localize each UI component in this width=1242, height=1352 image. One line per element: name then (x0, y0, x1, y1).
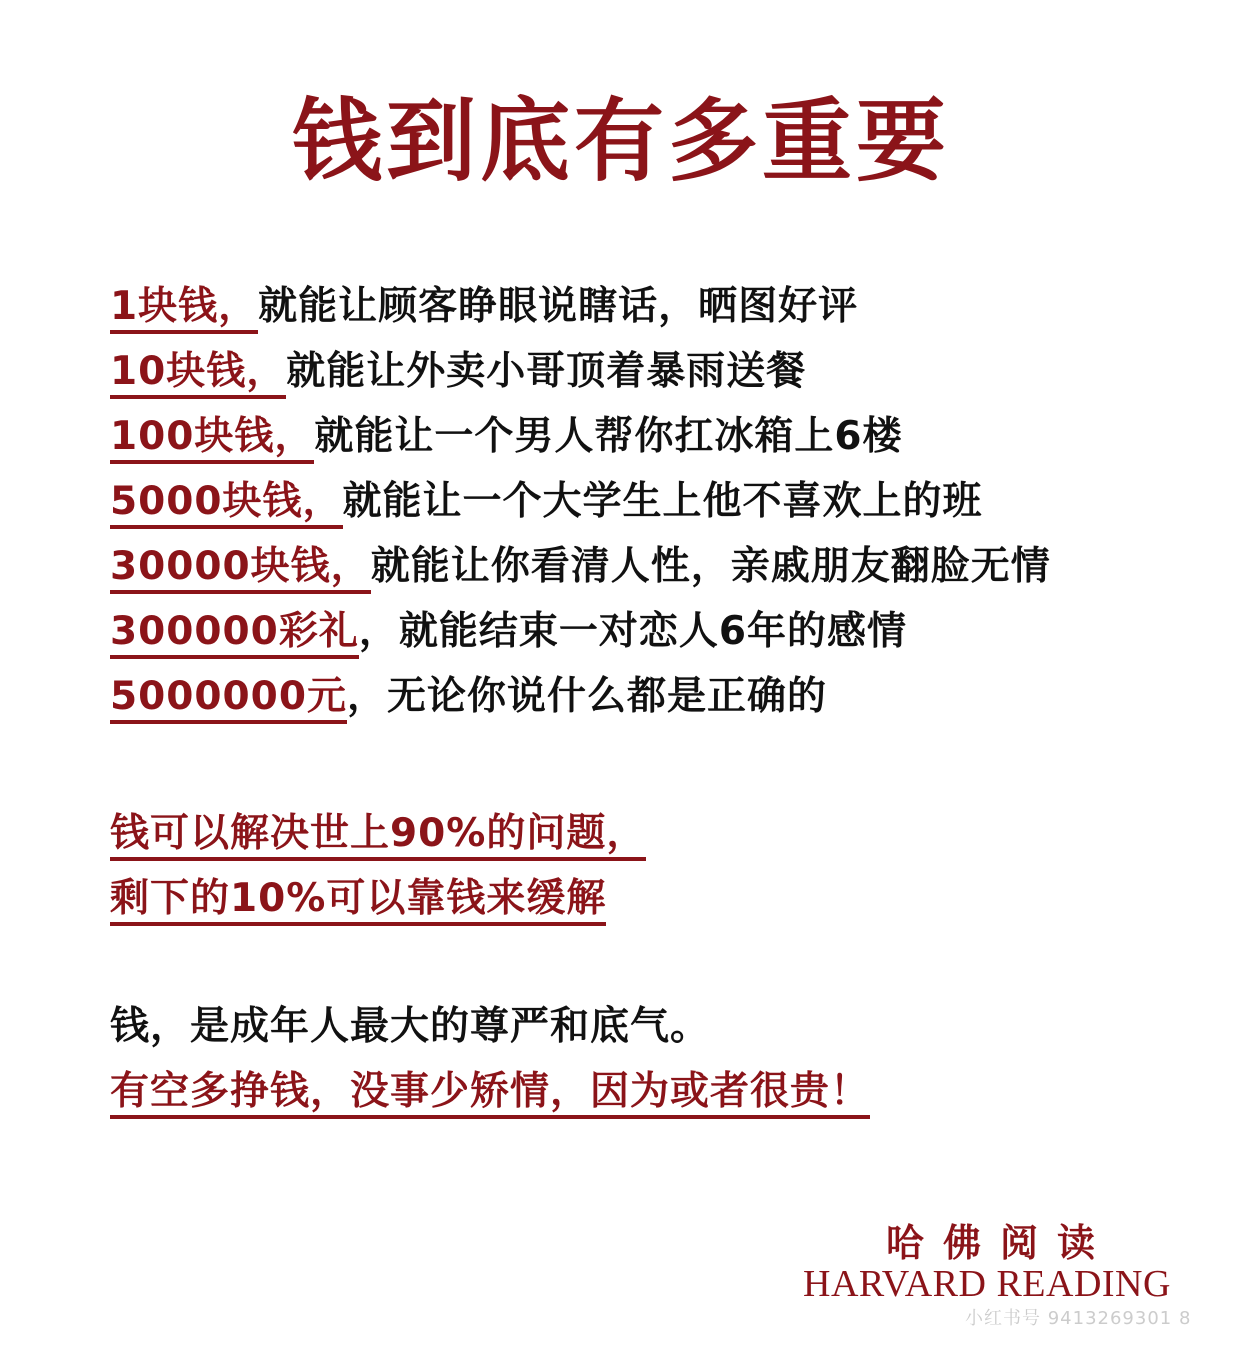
statement-text: 就能让一个大学生上他不喜欢上的班 (342, 479, 983, 524)
brand-name-chinese: 哈佛阅读 (886, 1220, 1115, 1265)
statement-text: 就能让顾客睁眼说瞎话，晒图好评 (258, 284, 859, 329)
quote-text: 剩下的10%可以靠钱来缓解 (110, 876, 606, 926)
money-statements (110, 278, 1051, 733)
watermark: 小红书号 9413269301 8 (965, 1308, 1192, 1329)
closing-highlight: 有空多挣钱，没事少矫情，因为或者很贵！ (110, 1069, 870, 1119)
statement-amount: 300000彩礼 (110, 609, 359, 659)
statement-amount: 100块钱， (110, 414, 314, 464)
statement-text: ，无论你说什么都是正确的 (346, 674, 827, 719)
statement-amount: 30000块钱， (110, 544, 371, 594)
statement-line (110, 343, 1051, 408)
quote-block (110, 805, 646, 935)
statement-text: 就能让你看清人性，亲戚朋友翻脸无情 (370, 544, 1051, 589)
statement-text: 就能让一个男人帮你扛冰箱上6楼 (314, 414, 903, 459)
quote-line (110, 870, 646, 935)
statement-text: ，就能结束一对恋人6年的感情 (358, 609, 907, 654)
statement-text: 就能让外卖小哥顶着暴雨送餐 (286, 349, 807, 394)
statement-line (110, 603, 1051, 668)
statement-amount: 10块钱， (110, 349, 286, 399)
quote-text: 钱可以解决世上90%的问题， (110, 811, 646, 861)
closing-block (110, 998, 870, 1128)
statement-amount: 1块钱， (110, 284, 258, 334)
quote-line (110, 805, 646, 870)
page-title: 钱到底有多重要 (292, 88, 950, 194)
statement-line (110, 278, 1051, 343)
statement-line (110, 538, 1051, 603)
statement-amount: 5000000元 (110, 674, 347, 724)
statement-line (110, 408, 1051, 473)
brand-name-english: HARVARD READING (803, 1263, 1171, 1305)
closing-text: 钱，是成年人最大的尊严和底气。 (110, 1004, 711, 1049)
statement-line (110, 668, 1051, 733)
closing-line (110, 998, 870, 1063)
statement-line (110, 473, 1051, 538)
statement-amount: 5000块钱， (110, 479, 343, 529)
closing-line (110, 1063, 870, 1128)
